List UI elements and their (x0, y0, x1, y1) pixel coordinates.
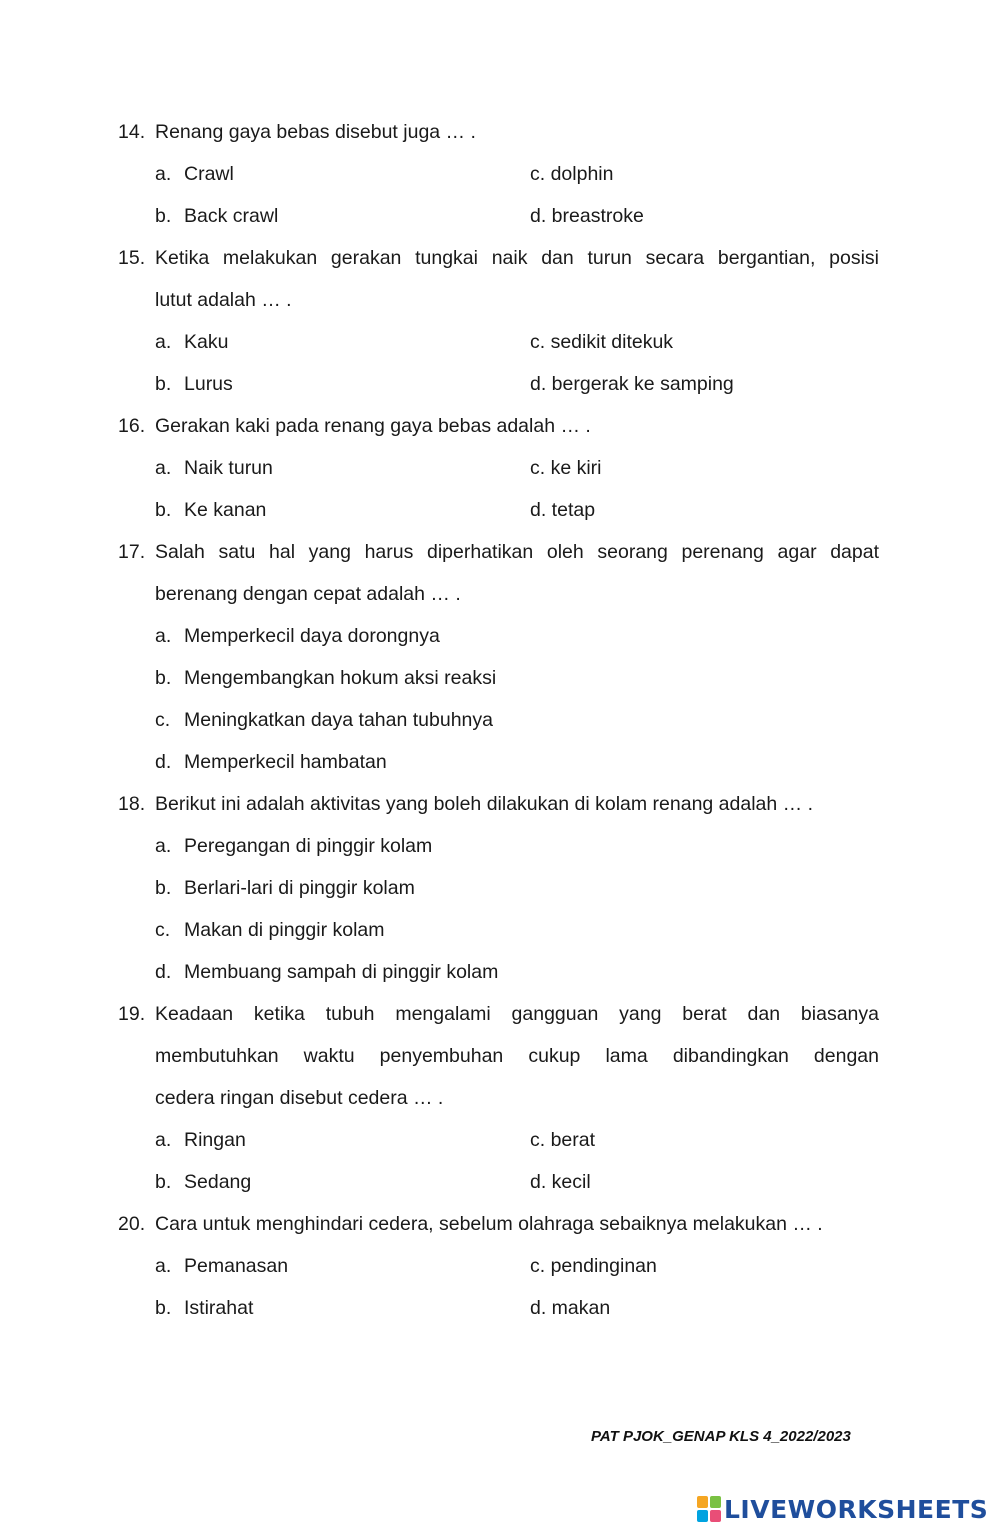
option-a-text: Memperkecil daya dorongnya (184, 625, 440, 647)
question-number: 16. (118, 415, 146, 437)
option-c-letter: c. (155, 709, 171, 731)
logo-tile (710, 1496, 721, 1508)
option-b-text: Berlari-lari di pinggir kolam (184, 877, 415, 899)
question-text: Salah satu hal yang harus diperhatikan oleh seorang perenang agar dapat (155, 541, 879, 563)
option-b-letter: b. (155, 1297, 172, 1319)
question-text: Keadaan ketika tubuh mengalami gangguan yang berat dan biasanya (155, 1003, 879, 1025)
option-a-letter: a. (155, 1129, 172, 1151)
option-b-text: Mengembangkan hokum aksi reaksi (184, 667, 497, 689)
option-b-text: Lurus (184, 373, 233, 395)
page-footer: PAT PJOK_GENAP KLS 4_2022/2023 (591, 1428, 851, 1445)
question-text: Renang gaya bebas disebut juga … . (155, 121, 476, 143)
question-text: Cara untuk menghindari cedera, sebelum olahraga sebaiknya melakukan … . (155, 1213, 823, 1235)
option-b-letter: b. (155, 667, 172, 689)
option-b-letter: b. (155, 499, 172, 521)
option-a-letter: a. (155, 331, 172, 353)
option-a-letter: a. (155, 625, 172, 647)
option-c: c. dolphin (530, 163, 614, 185)
logo-tile (697, 1496, 708, 1508)
option-d: d. makan (530, 1297, 611, 1319)
question-text: membutuhkan waktu penyembuhan cukup lama dibandingkan dengan (155, 1045, 879, 1067)
question-text: Berikut ini adalah aktivitas yang boleh dilakukan di kolam renang adalah … . (155, 793, 813, 815)
question-number: 20. (118, 1213, 146, 1235)
question-text: Gerakan kaki pada renang gaya bebas adalah … . (155, 415, 591, 437)
liveworksheets-logo-icon (697, 1496, 721, 1522)
liveworksheets-brand (697, 1494, 988, 1524)
option-d: d. kecil (530, 1171, 591, 1193)
option-d-letter: d. (155, 751, 172, 773)
option-c-text: Meningkatkan daya tahan tubuhnya (184, 709, 493, 731)
question-text: lutut adalah … . (155, 289, 292, 311)
option-a-text: Peregangan di pinggir kolam (184, 835, 433, 857)
option-c-text: Makan di pinggir kolam (184, 919, 385, 941)
option-d: d. bergerak ke samping (530, 373, 734, 395)
option-c: c. berat (530, 1129, 596, 1151)
option-a-text: Pemanasan (184, 1255, 289, 1277)
option-a-text: Ringan (184, 1129, 246, 1151)
logo-tile (710, 1510, 721, 1522)
option-a-text: Naik turun (184, 457, 273, 479)
option-c: c. pendinginan (530, 1255, 657, 1277)
option-c: c. ke kiri (530, 457, 602, 479)
option-d-text: Membuang sampah di pinggir kolam (184, 961, 499, 983)
option-b-letter: b. (155, 373, 172, 395)
option-b-text: Ke kanan (184, 499, 267, 521)
question-text: Ketika melakukan gerakan tungkai naik dan turun secara bergantian, posisi (155, 247, 879, 269)
option-d-letter: d. (155, 961, 172, 983)
option-b-letter: b. (155, 1171, 172, 1193)
option-a-letter: a. (155, 835, 172, 857)
question-number: 17. (118, 541, 146, 563)
question-number: 15. (118, 247, 146, 269)
question-number: 18. (118, 793, 146, 815)
option-a-letter: a. (155, 163, 172, 185)
option-c: c. sedikit ditekuk (530, 331, 674, 353)
option-b-text: Back crawl (184, 205, 279, 227)
option-b-text: Istirahat (184, 1297, 254, 1319)
question-number: 14. (118, 121, 146, 143)
option-a-text: Kaku (184, 331, 229, 353)
option-b-letter: b. (155, 877, 172, 899)
option-d: d. tetap (530, 499, 596, 521)
option-a-letter: a. (155, 1255, 172, 1277)
option-b-text: Sedang (184, 1171, 252, 1193)
option-c-letter: c. (155, 919, 171, 941)
question-text: cedera ringan disebut cedera … . (155, 1087, 444, 1109)
logo-tile (697, 1510, 708, 1522)
question-text: berenang dengan cepat adalah … . (155, 583, 461, 605)
option-a-letter: a. (155, 457, 172, 479)
option-b-letter: b. (155, 205, 172, 227)
option-a-text: Crawl (184, 163, 234, 185)
option-d-text: Memperkecil hambatan (184, 751, 387, 773)
option-d: d. breastroke (530, 205, 644, 227)
brand-name: LIVEWORKSHEETS (724, 1494, 989, 1524)
question-number: 19. (118, 1003, 146, 1025)
